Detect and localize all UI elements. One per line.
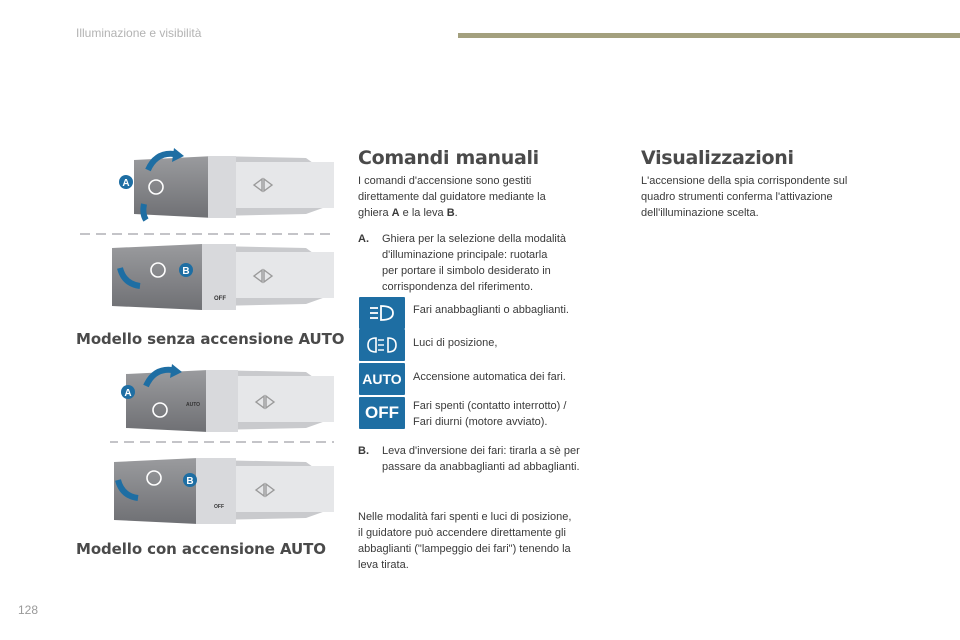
position-lights-icon: [365, 336, 399, 354]
off-label-2: OFF: [214, 504, 224, 510]
page-number: 128: [18, 603, 39, 617]
marker-b-label-2: B: [186, 476, 194, 487]
display-title: Visualizzazioni: [641, 147, 794, 169]
headlamp-icon: [367, 304, 397, 322]
manual-controls-title: Comandi manuali: [358, 147, 539, 169]
stalk-illustration-auto: [110, 362, 338, 532]
auto-symbol: AUTO: [359, 363, 405, 395]
headlamp-text: Fari anabbaglianti o abbaglianti.: [413, 304, 569, 316]
off-label: OFF: [214, 296, 226, 302]
item-a: A. Ghiera per la selezione della modalità d'illuminazione principale: ruotarla per portare il simbolo desiderato in corrispondenza del riferimento.: [358, 233, 567, 293]
flash-note: Nelle modalità fari spenti e luci di posizione, il guidatore può accendere direttamente gli abbaglianti ("lampeggio dei fari") tenendo la leva tirata.: [358, 511, 572, 571]
stalk-collar-upper: [208, 156, 236, 218]
marker-a-label: A: [122, 178, 130, 189]
headlamp-symbol: [359, 297, 405, 329]
manual-intro: I comandi d'accensione sono gestiti direttamente dal guidatore mediante la ghiera A e la leva B.: [358, 175, 546, 219]
position-lights-text: Luci di posizione,: [413, 337, 498, 349]
auto-text: Accensione automatica dei fari.: [413, 371, 566, 383]
marker-b-label: B: [182, 266, 190, 277]
stalk-end-lower: [236, 252, 334, 298]
section-title: Illuminazione e visibilità: [76, 26, 202, 40]
auto-label: AUTO: [186, 402, 201, 408]
item-b: B. Leva d'inversione dei fari: tirarla a sè per passare da anabbaglianti ad abbaglianti.: [358, 445, 580, 473]
rotate-arrow-down: [143, 204, 146, 220]
stalk-end-upper: [236, 162, 334, 208]
stalk-illustration-no-auto: [76, 148, 338, 320]
header-rule: [458, 33, 960, 38]
off-text: Fari spenti (contatto interrotto) / Fari diurni (motore avviato).: [413, 400, 567, 428]
position-lights-symbol: [359, 329, 405, 361]
marker-a-label-2: A: [124, 388, 132, 399]
model-auto-heading: Modello con accensione AUTO: [76, 540, 326, 558]
off-symbol: OFF: [359, 397, 405, 429]
display-text: L'accensione della spia corrispondente sul quadro strumenti conferma l'attivazione dell'illuminazione scelta.: [641, 175, 848, 219]
model-no-auto-heading: Modello senza accensione AUTO: [76, 330, 345, 348]
